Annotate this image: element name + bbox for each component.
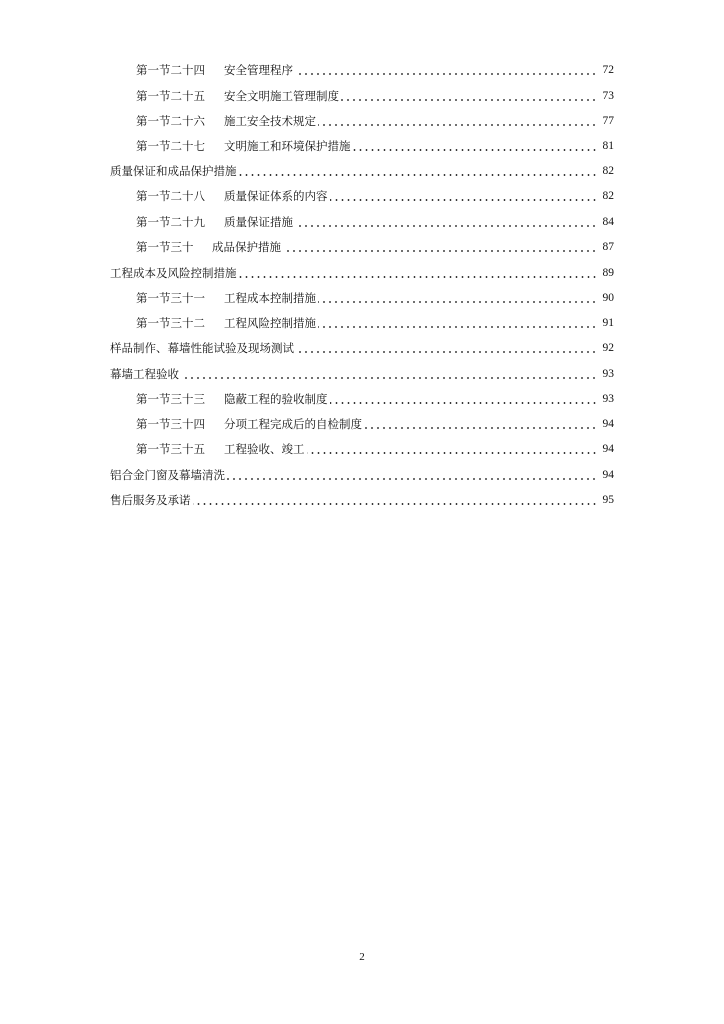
toc-entry[interactable] bbox=[136, 315, 614, 331]
toc-page-ref: 89 bbox=[602, 267, 614, 279]
toc-page-ref: 81 bbox=[602, 140, 614, 152]
toc-entry[interactable] bbox=[136, 88, 614, 104]
toc-entry-title: 铝合金门窗及幕墙清洗 bbox=[110, 468, 225, 482]
toc-entry-title: 工程成本控制措施 bbox=[224, 291, 316, 305]
toc-entry-title: 成品保护措施 bbox=[212, 240, 281, 254]
dot-leader bbox=[295, 73, 597, 75]
toc-section-number: 第一节二十七 bbox=[136, 139, 205, 153]
toc-section-number: 第一节三十 bbox=[136, 240, 194, 254]
toc-entry-title: 工程成本及风险控制措施 bbox=[110, 266, 237, 280]
toc-entry-title: 文明施工和环境保护措施 bbox=[224, 139, 351, 153]
toc-chapter-entry[interactable] bbox=[110, 265, 614, 281]
toc-page-ref: 82 bbox=[602, 190, 614, 202]
toc-section-number: 第一节二十六 bbox=[136, 114, 205, 128]
toc-page-ref: 73 bbox=[602, 90, 614, 102]
toc-entry[interactable] bbox=[136, 188, 614, 204]
dot-leader bbox=[330, 402, 598, 404]
toc-entry-title: 施工安全技术规定 bbox=[224, 114, 316, 128]
toc-entry[interactable] bbox=[136, 441, 614, 457]
toc-page-ref: 82 bbox=[602, 165, 614, 177]
toc-page-ref: 93 bbox=[602, 393, 614, 405]
dot-leader bbox=[318, 124, 597, 126]
toc-section-number: 第一节二十五 bbox=[136, 89, 205, 103]
toc-section-number: 第一节二十四 bbox=[136, 63, 205, 77]
dot-leader bbox=[330, 199, 598, 201]
toc-page-ref: 95 bbox=[602, 494, 614, 506]
toc-section-number: 第一节三十四 bbox=[136, 417, 205, 431]
toc-entry[interactable] bbox=[136, 239, 614, 255]
toc-section-number: 第一节三十二 bbox=[136, 316, 205, 330]
toc-section-number: 第一节二十八 bbox=[136, 189, 205, 203]
toc-entry[interactable] bbox=[136, 113, 614, 129]
toc-page-ref: 94 bbox=[602, 418, 614, 430]
dot-leader bbox=[353, 149, 598, 151]
dot-leader bbox=[295, 225, 597, 227]
toc-section-number: 第一节三十五 bbox=[136, 442, 205, 456]
toc-entry-title: 样品制作、幕墙性能试验及现场测试 bbox=[110, 341, 294, 355]
toc-chapter-entry[interactable] bbox=[110, 492, 614, 508]
toc-chapter-entry[interactable] bbox=[110, 366, 614, 382]
toc-entry[interactable] bbox=[136, 290, 614, 306]
toc-section-number: 第一节二十九 bbox=[136, 215, 205, 229]
toc-page-ref: 77 bbox=[602, 115, 614, 127]
toc-entry-title: 幕墙工程验收 bbox=[110, 367, 179, 381]
toc-entry-title: 售后服务及承诺 bbox=[110, 493, 191, 507]
toc-entry[interactable] bbox=[136, 62, 614, 78]
toc-section-number: 第一节三十三 bbox=[136, 392, 205, 406]
toc-entry-title: 安全管理程序 bbox=[224, 63, 293, 77]
toc-page-ref: 90 bbox=[602, 292, 614, 304]
dot-leader bbox=[181, 377, 597, 379]
toc-chapter-entry[interactable] bbox=[110, 340, 614, 356]
toc-entry[interactable] bbox=[136, 416, 614, 432]
dot-leader bbox=[364, 427, 597, 429]
toc-page-ref: 94 bbox=[602, 469, 614, 481]
toc-entry[interactable] bbox=[136, 391, 614, 407]
toc-page-ref: 84 bbox=[602, 216, 614, 228]
toc-chapter-entry[interactable] bbox=[110, 467, 614, 483]
dot-leader bbox=[341, 99, 597, 101]
toc-entry-title: 质量保证措施 bbox=[224, 215, 293, 229]
toc-entry-title: 隐蔽工程的验收制度 bbox=[224, 392, 328, 406]
dot-leader bbox=[296, 351, 597, 353]
dot-leader bbox=[193, 503, 598, 505]
toc-section-number: 第一节三十一 bbox=[136, 291, 205, 305]
toc-entry-title: 安全文明施工管理制度 bbox=[224, 89, 339, 103]
toc-entry[interactable] bbox=[136, 138, 614, 154]
toc-page-ref: 94 bbox=[602, 443, 614, 455]
toc-page-ref: 91 bbox=[602, 317, 614, 329]
dot-leader bbox=[239, 174, 598, 176]
toc-page-ref: 72 bbox=[602, 64, 614, 76]
toc-page-ref: 92 bbox=[602, 342, 614, 354]
toc-chapter-entry[interactable] bbox=[110, 163, 614, 179]
toc-page-ref: 93 bbox=[602, 368, 614, 380]
toc-entry-title: 分项工程完成后的自检制度 bbox=[224, 417, 362, 431]
dot-leader bbox=[239, 276, 598, 278]
dot-leader bbox=[283, 250, 597, 252]
dot-leader bbox=[227, 478, 597, 480]
toc-entry-title: 工程风险控制措施 bbox=[224, 316, 316, 330]
dot-leader bbox=[318, 326, 597, 328]
toc-entry-title: 质量保证和成品保护措施 bbox=[110, 164, 237, 178]
dot-leader bbox=[307, 452, 598, 454]
toc-entry-title: 质量保证体系的内容 bbox=[224, 189, 328, 203]
toc-page-ref: 87 bbox=[602, 241, 614, 253]
toc-entry[interactable] bbox=[136, 214, 614, 230]
toc-entry-title: 工程验收、竣工 bbox=[224, 442, 305, 456]
dot-leader bbox=[318, 301, 597, 303]
page-number: 2 bbox=[359, 951, 365, 963]
